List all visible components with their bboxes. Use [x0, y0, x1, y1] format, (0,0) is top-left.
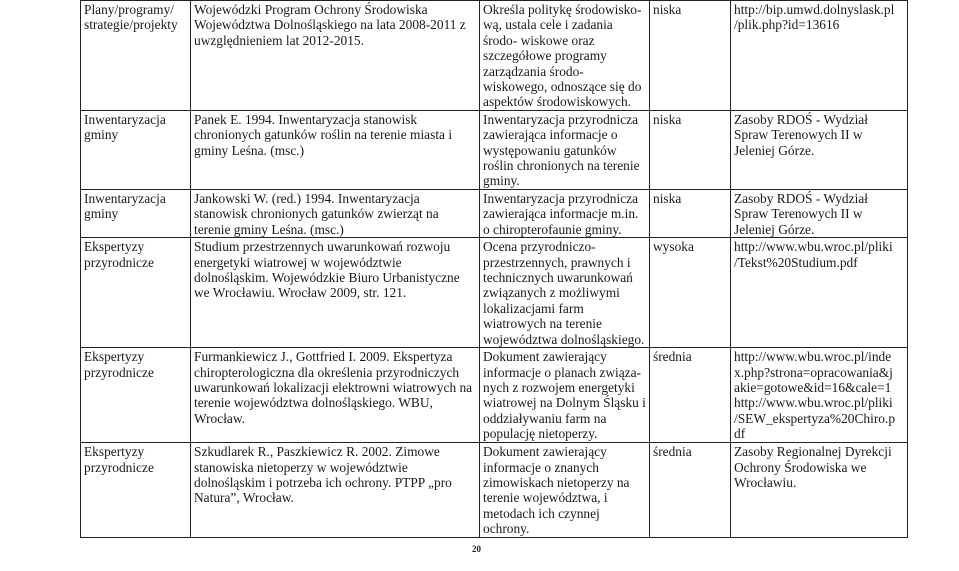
- description-text: Określa politykę środowisko- wą, ustala cele i zadania środo- wiskowe oraz szczegółowe programy zarządzania środo- wiskowego, odnoszące się do aspektów środowiskowych.: [483, 2, 642, 110]
- source-cell: [191, 443, 480, 537]
- rating-cell: [650, 110, 731, 189]
- type-text: Ekspertyzy przyrodnicze: [84, 349, 154, 380]
- link-text: http://bip.umwd.dolnyslask.pl /plik.php?id=13616: [734, 2, 895, 33]
- table-row: [81, 1, 908, 111]
- type-text: Inwentaryzacja gminy: [84, 190, 166, 222]
- source-cell: [191, 348, 480, 443]
- rating-text: niska: [653, 111, 682, 127]
- type-cell: [81, 238, 191, 348]
- description-text: Dokument zawierający informacje o znanych zimowiskach nietoperzy na terenie województwa, i metodach ich czynnej ochrony.: [483, 444, 630, 537]
- source-cell: [191, 110, 480, 189]
- description-cell: [480, 238, 650, 348]
- description-cell: [480, 1, 650, 111]
- type-cell: [81, 1, 191, 111]
- link-cell: [731, 189, 908, 237]
- table-row: [81, 238, 908, 348]
- rating-text: niska: [653, 190, 682, 206]
- link-text: Zasoby Regionalnej Dyrekcji Ochrony Środowiska we Wrocławiu.: [734, 444, 892, 490]
- type-cell: [81, 348, 191, 443]
- description-cell: [480, 348, 650, 443]
- source-text: Wojewódzki Program Ochrony Środowiska Województwa Dolnośląskiego na lata 2008-2011 z uwzględnieniem lat 2012-2015.: [194, 2, 466, 48]
- source-cell: [191, 238, 480, 348]
- link-cell: [731, 110, 908, 189]
- source-text: Jankowski W. (red.) 1994. Inwentaryzacja stanowisk chronionych gatunków zwierząt na terenie gminy Leśna. (msc.): [194, 190, 439, 237]
- type-cell: [81, 443, 191, 537]
- table-row: [81, 110, 908, 189]
- link-text: http://www.wbu.wroc.pl/pliki /Tekst%20Studium.pdf: [734, 239, 893, 270]
- source-text: Szkudlarek R., Paszkiewicz R. 2002. Zimowe stanowiska nietoperzy w województwie dolnośląskim i potrzeba ich ochrony. PTPP „pro Natura”, Wrocław.: [194, 444, 452, 506]
- table-row: [81, 443, 908, 537]
- rating-text: wysoka: [653, 239, 694, 255]
- type-text: Inwentaryzacja gminy: [84, 111, 166, 143]
- source-cell: [191, 189, 480, 237]
- document-table: [80, 0, 908, 538]
- type-cell: [81, 110, 191, 189]
- rating-cell: [650, 1, 731, 111]
- description-cell: [480, 110, 650, 189]
- source-cell: [191, 1, 480, 111]
- link-cell: [731, 1, 908, 111]
- type-text: Ekspertyzy przyrodnicze: [84, 444, 154, 475]
- rating-cell: [650, 238, 731, 348]
- page-number: 20: [472, 544, 481, 554]
- link-cell: [731, 443, 908, 537]
- link-cell: [731, 238, 908, 348]
- source-text: Furmankiewicz J., Gottfried I. 2009. Ekspertyza chiropterologiczna dla określenia przyrodniczych uwarunkowań lokalizacji elektrowni wiatrowych na terenie województwa dolnośląskiego. WBU, Wrocław.: [194, 349, 473, 426]
- description-text: Ocena przyrodniczo- przestrzennych, prawnych i technicznych uwarunkowań związanych z możliwymi lokalizacjami farm wiatrowych na terenie województwa dolnośląskiego.: [483, 239, 645, 347]
- description-cell: [480, 189, 650, 237]
- rating-cell: [650, 348, 731, 443]
- link-text: Zasoby RDOŚ - Wydział Spraw Terenowych II w Jeleniej Górze.: [734, 111, 868, 158]
- type-cell: [81, 189, 191, 237]
- link-text: http://www.wbu.wroc.pl/inde x.php?strona=opracowania&j akie=gotowe&id=16&cale=1 http://www.wbu.wroc.pl/pliki /SEW_ekspertyza%20Chiro.p df: [734, 349, 896, 442]
- rating-cell: [650, 443, 731, 537]
- table-row: [81, 348, 908, 443]
- link-cell: [731, 348, 908, 443]
- rating-text: średnia: [653, 444, 692, 460]
- description-text: Inwentaryzacja przyrodnicza zawierająca informacje o występowaniu gatunków roślin chronionych na terenie gminy.: [483, 111, 640, 189]
- type-text: Ekspertyzy przyrodnicze: [84, 239, 154, 270]
- source-text: Panek E. 1994. Inwentaryzacja stanowisk chronionych gatunków roślin na terenie miasta i gminy Leśna. (msc.): [194, 111, 453, 158]
- description-text: Inwentaryzacja przyrodnicza zawierająca informacje m.in. o chiropterofaunie gminy.: [483, 190, 639, 237]
- rating-cell: [650, 189, 731, 237]
- type-text: Plany/programy/ strategie/projekty: [84, 2, 178, 33]
- description-text: Dokument zawierający informacje o planach związa- nych z rozwojem energetyki wiatrowej na Dolnym Śląsku i oddziaływaniu farm na populację nietoperzy.: [483, 349, 646, 442]
- link-text: Zasoby RDOŚ - Wydział Spraw Terenowych II w Jeleniej Górze.: [734, 190, 868, 237]
- rating-text: średnia: [653, 349, 692, 365]
- source-text: Studium przestrzennych uwarunkowań rozwoju energetyki wiatrowej w województwie dolnośląskim. Wojewódzkie Biuro Urbanistyczne we Wrocławiu. Wrocław 2009, str. 121.: [194, 239, 460, 301]
- rating-text: niska: [653, 2, 682, 17]
- description-cell: [480, 443, 650, 537]
- table-row: [81, 189, 908, 237]
